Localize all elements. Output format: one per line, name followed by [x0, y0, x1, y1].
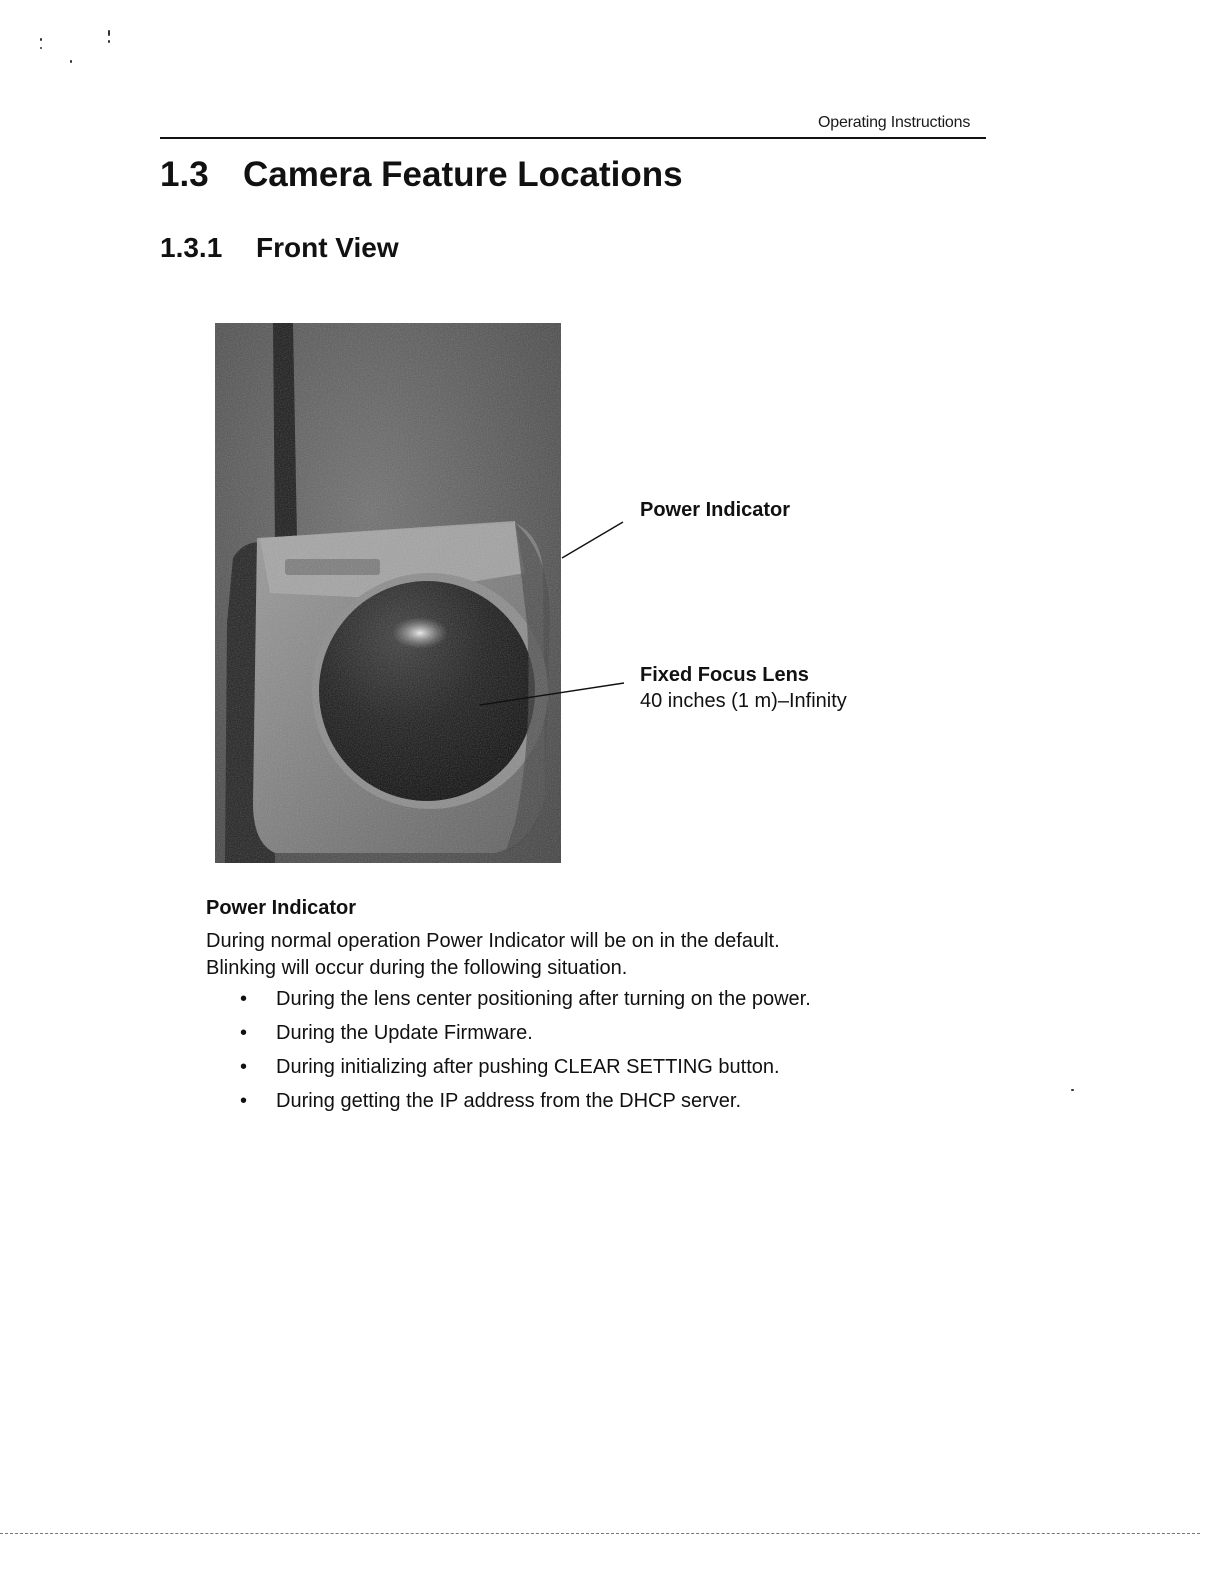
section-heading [160, 155, 683, 195]
scan-speck [1071, 1089, 1074, 1091]
list-item-text: During getting the IP address from the DHCP server. [276, 1090, 742, 1112]
header-rule [160, 137, 986, 139]
paragraph: Blinking will occur during the following situation. [206, 957, 628, 979]
power-indicator-heading: Power Indicator [206, 897, 357, 919]
subsection-heading [160, 232, 399, 264]
bullet-glyph: • [240, 1090, 248, 1112]
list-item [206, 986, 966, 1013]
subsection-number: 1.3.1 [160, 232, 223, 263]
blink-situations-list [206, 986, 966, 1115]
callout-leader-lines [540, 500, 650, 730]
callout-detail: 40 inches (1 m)–Infinity [640, 690, 847, 712]
paragraph: During normal operation Power Indicator will be on in the default. [206, 930, 780, 952]
subsection-title: Front View [256, 232, 399, 263]
scan-speck [70, 60, 72, 63]
scan-speck [108, 40, 110, 43]
scan-speck [40, 38, 42, 41]
camera-front-photo [215, 323, 561, 863]
bullet-glyph: • [240, 988, 248, 1010]
scan-speck [108, 30, 110, 36]
section-title: Camera Feature Locations [243, 155, 683, 194]
list-item [206, 1020, 966, 1047]
power-indicator-leader [562, 522, 623, 558]
callout-power-indicator [640, 497, 790, 523]
footer-rule [0, 1533, 1200, 1534]
section-number: 1.3 [160, 155, 209, 194]
callout-title: Fixed Focus Lens [640, 664, 809, 686]
callout-title: Power Indicator [640, 499, 791, 521]
running-header: Operating Instructions [818, 114, 971, 131]
list-item-text: During the Update Firmware. [276, 1022, 533, 1044]
list-item [206, 1054, 966, 1081]
bullet-glyph: • [240, 1056, 248, 1078]
scan-speck [40, 47, 42, 49]
bullet-glyph: • [240, 1022, 248, 1044]
list-item-text: During initializing after pushing CLEAR SETTING button. [276, 1056, 780, 1078]
list-item-text: During the lens center positioning after turning on the power. [276, 988, 811, 1010]
callout-fixed-focus-lens [640, 662, 847, 714]
power-indicator-section [206, 895, 966, 1122]
list-item [206, 1088, 966, 1115]
